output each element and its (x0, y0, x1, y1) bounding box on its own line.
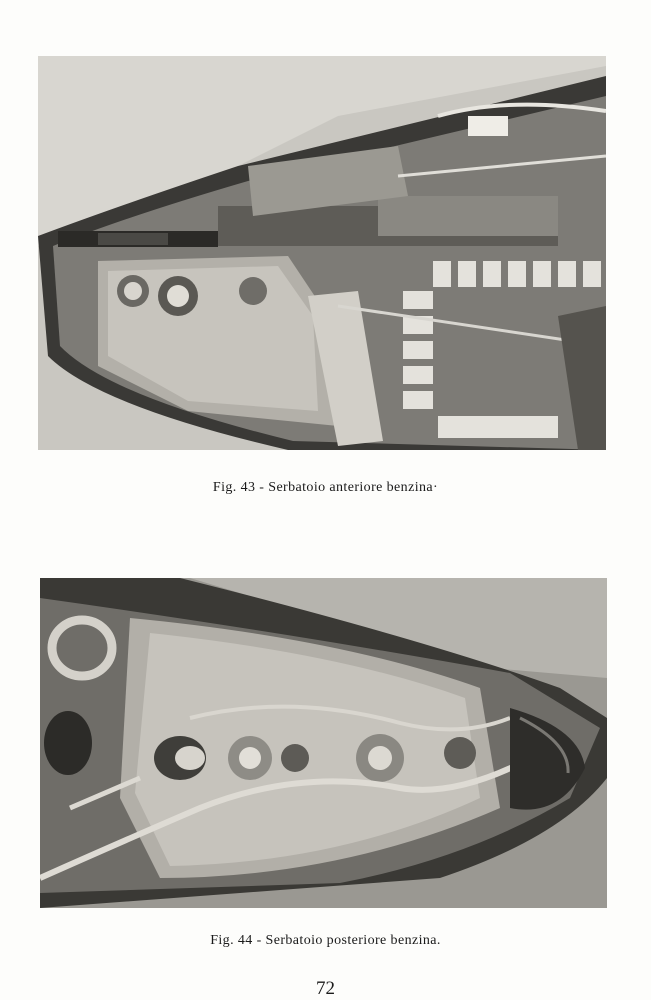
figure-43-photo (38, 56, 606, 450)
fuselage-rear-tank-image (40, 578, 607, 908)
figure-44-photo (40, 578, 607, 908)
fuselage-front-tank-image (38, 56, 606, 450)
page-number: 72 (316, 978, 335, 999)
figure-44-caption: Fig. 44 - Serbatoio posteriore benzina. (210, 933, 441, 948)
figure-43-caption: Fig. 43 - Serbatoio anteriore benzina· (212, 480, 439, 495)
